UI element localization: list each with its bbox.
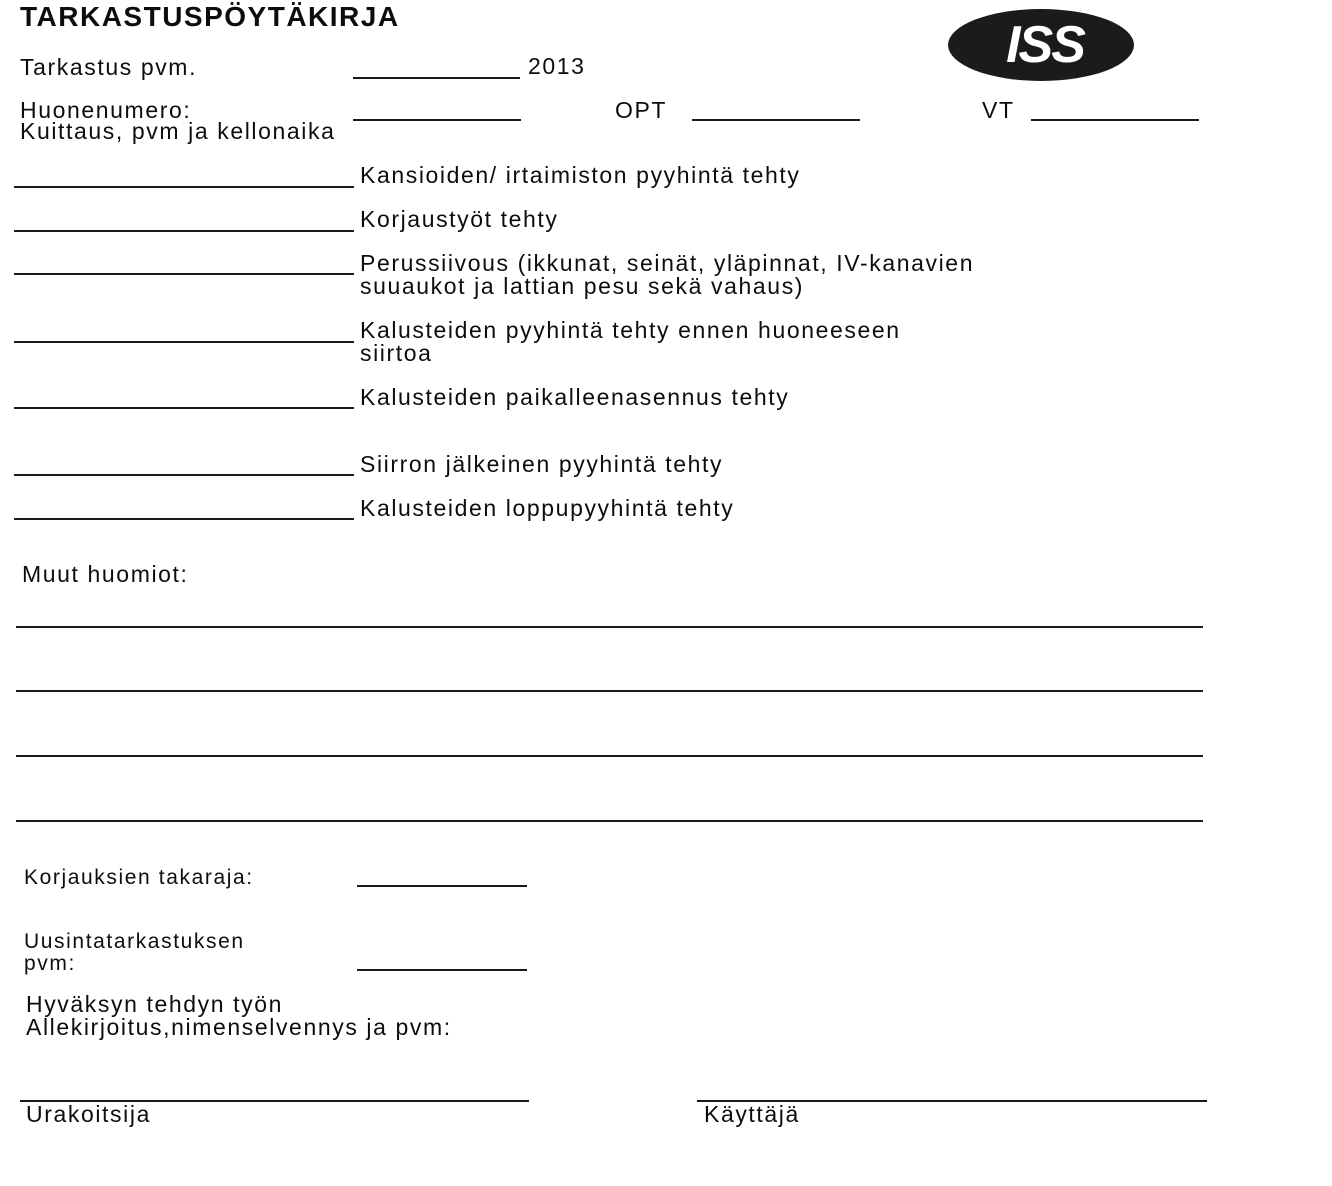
vt-label: VT — [982, 97, 1015, 123]
inspection-date-field[interactable] — [353, 77, 520, 79]
acknowledgement-label: Kuittaus, pvm ja kellonaika — [20, 118, 336, 144]
checklist-sign-line[interactable] — [14, 230, 354, 232]
room-number-field[interactable] — [353, 119, 521, 121]
checklist-item-text: Kalusteiden loppupyyhintä tehty — [360, 495, 735, 521]
notes-line[interactable] — [16, 626, 1203, 628]
reinspection-label: Uusintatarkastuksen — [24, 930, 245, 953]
checklist-item-text: Kalusteiden paikalleenasennus tehty — [360, 384, 790, 410]
reinspection-field[interactable] — [357, 969, 527, 971]
room-number-label: Huonenumero: — [20, 97, 192, 123]
checklist-sign-line[interactable] — [14, 518, 354, 520]
user-label: Käyttäjä — [704, 1101, 800, 1127]
checklist-item-text: Kansioiden/ irtaimiston pyyhintä tehty — [360, 162, 801, 188]
checklist-item-text: Siirron jälkeinen pyyhintä tehty — [360, 451, 724, 477]
contractor-label: Urakoitsija — [26, 1101, 151, 1127]
checklist-item-text: Perussiivous (ikkunat, seinät, yläpinnat, IV-kanavien — [360, 250, 975, 276]
checklist-item-text: Korjaustyöt tehty — [360, 206, 559, 232]
reinspection-label-date: pvm: — [24, 952, 76, 975]
iss-logo-icon — [945, 6, 1137, 84]
checklist-item-text: Kalusteiden pyyhintä tehty ennen huoneeseen — [360, 317, 901, 343]
vt-field[interactable] — [1031, 119, 1199, 121]
checklist-sign-line[interactable] — [14, 341, 354, 343]
checklist-sign-line[interactable] — [14, 186, 354, 188]
checklist-item-text: suuaukot ja lattian pesu sekä vahaus) — [360, 273, 805, 299]
checklist-sign-line[interactable] — [14, 273, 354, 275]
deadline-field[interactable] — [357, 885, 527, 887]
notes-line[interactable] — [16, 755, 1203, 757]
checklist-sign-line[interactable] — [14, 474, 354, 476]
notes-line[interactable] — [16, 820, 1203, 822]
notes-label: Muut huomiot: — [22, 561, 189, 587]
opt-label: OPT — [615, 97, 668, 123]
inspection-year: 2013 — [528, 53, 586, 79]
opt-field[interactable] — [692, 119, 860, 121]
checklist-sign-line[interactable] — [14, 407, 354, 409]
logo-text: ISS — [1006, 16, 1084, 74]
inspection-date-label: Tarkastus pvm. — [20, 54, 198, 80]
checklist-item-text: siirtoa — [360, 340, 433, 366]
notes-line[interactable] — [16, 690, 1203, 692]
deadline-label: Korjauksien takaraja: — [24, 866, 254, 889]
document-title: TARKASTUSPÖYTÄKIRJA — [20, 1, 400, 32]
approval-text: Hyväksyn tehdyn työn — [26, 991, 284, 1017]
approval-signature-instruction: Allekirjoitus,nimenselvennys ja pvm: — [26, 1014, 452, 1040]
